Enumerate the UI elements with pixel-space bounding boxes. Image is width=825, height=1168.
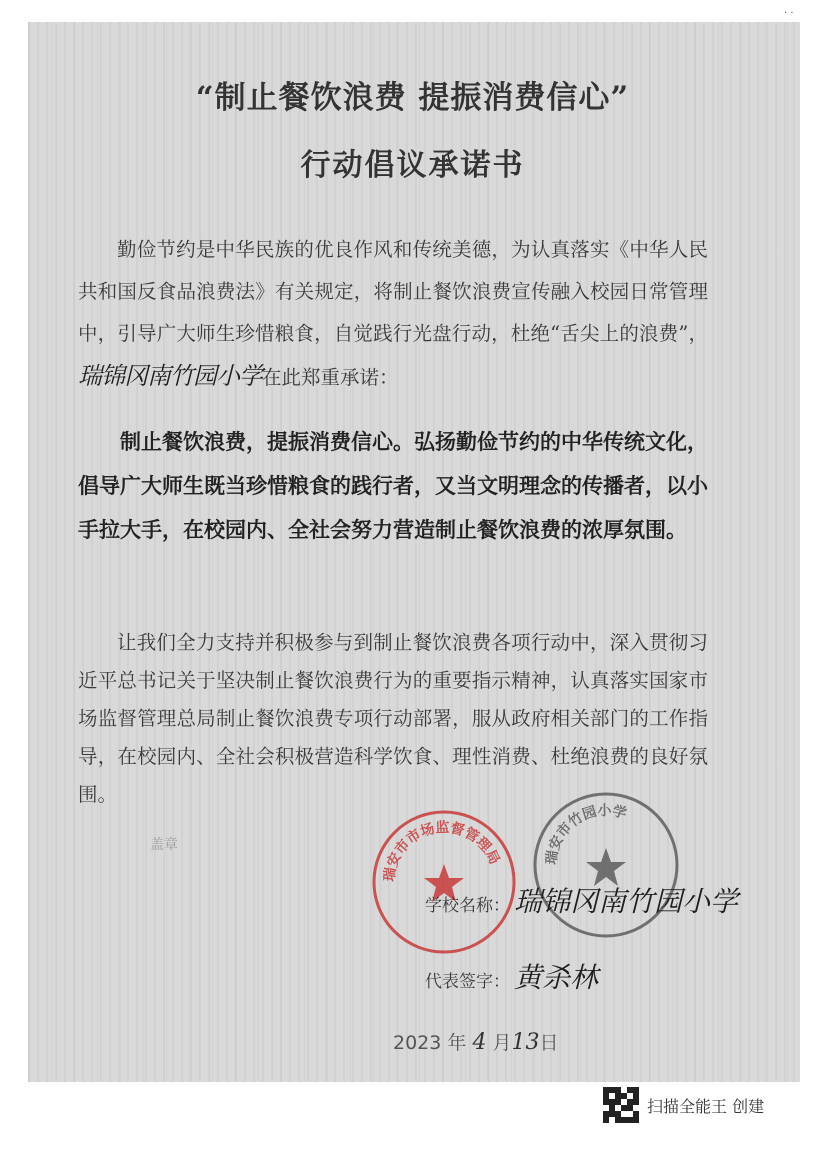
date-year: 2023	[393, 1032, 442, 1054]
handwritten-school-name: 瑞锦冈南竹园小学	[78, 362, 262, 390]
date-month: 4	[472, 1030, 487, 1055]
date-day: 13	[511, 1030, 540, 1055]
scanner-label: 扫描全能王 创建	[647, 1096, 765, 1116]
document-subtitle: 行动倡议承诺书	[300, 148, 525, 183]
corner-mark: · ·	[784, 8, 794, 19]
scanner-watermark	[603, 1085, 764, 1125]
date-day-unit: 日	[539, 1032, 559, 1054]
date-year-unit: 年	[447, 1032, 467, 1054]
svg-text:瑞安市竹园小学: 瑞安市竹园小学	[543, 802, 629, 866]
paragraph-action: 让我们全力支持并积极参与到制止餐饮浪费各项行动中，深入贯彻习近平总书记关于坚决制止餐饮浪费行为的重要指示精神，认真落实国家市场监督管理总局制止餐饮浪费专项行动部署，服从政府相关部门的工作指导，在校园内、全社会积极营造科学饮食、理性消费、杜绝浪费的良好氛围。	[78, 631, 708, 806]
representative-row	[425, 956, 598, 996]
document-title: “制止餐饮浪费 提振消费信心”	[195, 80, 630, 116]
representative-label: 代表签字：	[425, 972, 510, 992]
paragraph-intro	[78, 229, 708, 399]
intro-text-end: 在此郑重承诺：	[262, 366, 399, 389]
sign-date	[393, 1028, 559, 1055]
representative-signature: 黄杀林	[514, 961, 599, 994]
school-name-handwritten: 瑞锦冈南竹园小学	[514, 885, 739, 918]
svg-text:瑞安市市场监督管理局: 瑞安市市场监督管理局	[381, 819, 503, 883]
faint-mark: 盖章	[150, 837, 178, 853]
school-name-row	[425, 880, 738, 920]
qr-code-icon	[603, 1087, 639, 1123]
school-name-label: 学校名称：	[425, 896, 510, 916]
paragraph-commitment: 制止餐饮浪费，提振消费信心。弘扬勤俭节约的中华传统文化，倡导广大师生既当珍惜粮食的践行者，又当文明理念的传播者，以小手拉大手，在校园内、全社会努力营造制止餐饮浪费的浓厚氛围。	[78, 430, 708, 542]
date-month-unit: 月	[492, 1032, 512, 1054]
intro-text: 勤俭节约是中华民族的优良作风和传统美德，为认真落实《中华人民共和国反食品浪费法》有关规定，将制止餐饮浪费宣传融入校园日常管理中，引导广大师生珍惜粮食，自觉践行光盘行动，杜绝“舌尖上的浪费”，	[78, 238, 708, 345]
